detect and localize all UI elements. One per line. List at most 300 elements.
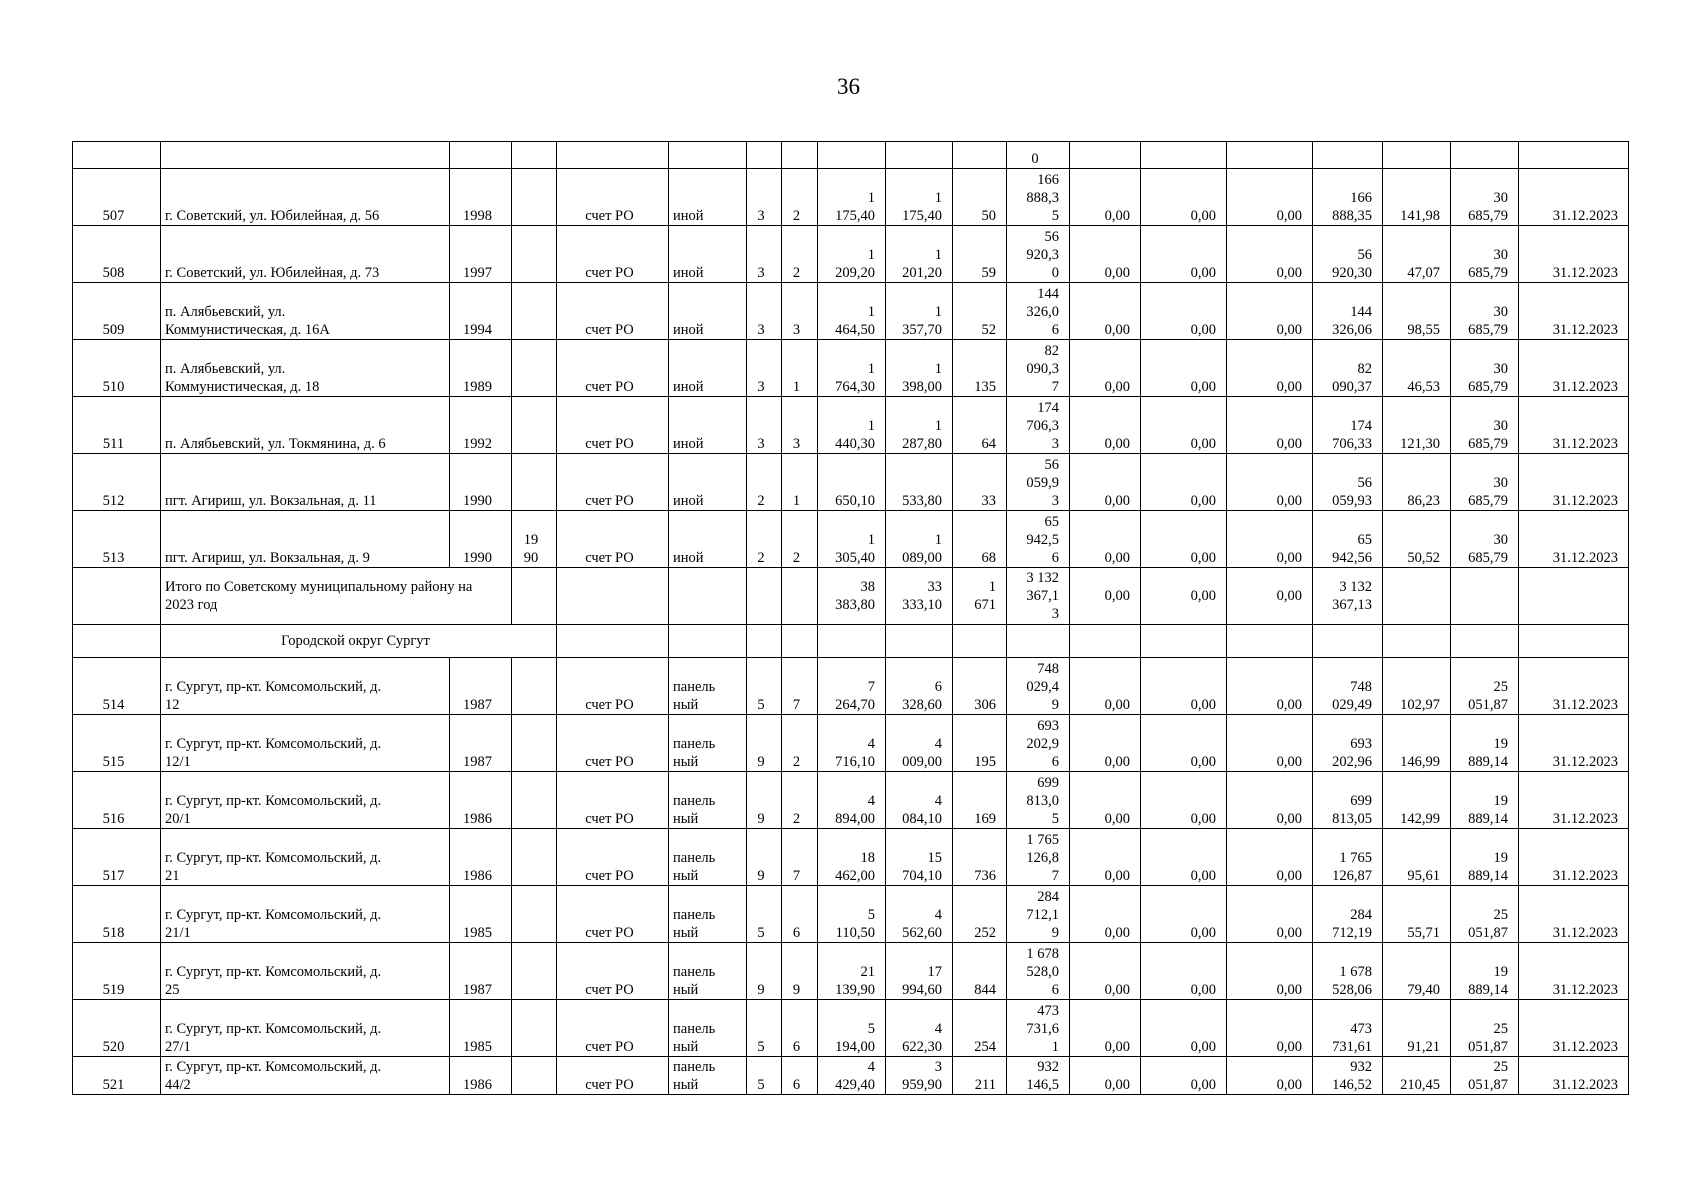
cell-zero-3: 0,00: [1227, 829, 1313, 886]
cell-year: 1987: [450, 715, 512, 772]
cell-zero-2: 0,00: [1141, 283, 1227, 340]
cell-area-total: 21 139,90: [818, 943, 886, 1000]
cell-zero-2: 0,00: [1141, 1057, 1227, 1095]
cell-zero-1: 0,00: [1070, 772, 1141, 829]
cell-unit-cost: 47,07: [1383, 226, 1451, 283]
cell-limit: 19 889,14: [1451, 772, 1519, 829]
cell-unit-cost: 102,97: [1383, 658, 1451, 715]
cell-zero-3: 0,00: [1227, 943, 1313, 1000]
cell-area-living: 4 622,30: [886, 1000, 953, 1057]
table-row: [73, 886, 1629, 943]
cell-empty: [818, 625, 886, 658]
cell-sum: 65 942,5 6: [1007, 511, 1070, 568]
cell-extra: [512, 658, 557, 715]
cell-number: 509: [73, 283, 161, 340]
cell-residents: 33: [953, 454, 1007, 511]
cell-area-living: 4 084,10: [886, 772, 953, 829]
cell-sum: 0: [1007, 142, 1070, 169]
cell-address: пгт. Агириш, ул. Вокзальная, д. 9: [161, 511, 450, 568]
cell-year: 1986: [450, 829, 512, 886]
table-row: [73, 283, 1629, 340]
cell-account: счет РО: [557, 943, 669, 1000]
cell-number: 514: [73, 658, 161, 715]
cell-area-living: 17 994,60: [886, 943, 953, 1000]
cell-unit-cost: 95,61: [1383, 829, 1451, 886]
cell-address: г. Сургут, пр-кт. Комсомольский, д. 12/1: [161, 715, 450, 772]
total-sum: 3 132 367,1 3: [1007, 568, 1070, 625]
cell-empty: [886, 625, 953, 658]
cell-total-cost: 693 202,96: [1313, 715, 1383, 772]
cell-year: 1998: [450, 169, 512, 226]
cell-floors: 2: [747, 454, 782, 511]
cell-residents: 169: [953, 772, 1007, 829]
cell-account: счет РО: [557, 511, 669, 568]
cell-area-living: 3 959,90: [886, 1057, 953, 1095]
cell-material: иной: [669, 340, 747, 397]
cell-year: 1990: [450, 511, 512, 568]
cell-account: счет РО: [557, 1000, 669, 1057]
cell-area-living: 1 287,80: [886, 397, 953, 454]
cell-zero-1: 0,00: [1070, 829, 1141, 886]
cell-empty: [747, 568, 782, 625]
cell-year: 1986: [450, 772, 512, 829]
cell-area-living: 533,80: [886, 454, 953, 511]
cell-floors: 9: [747, 772, 782, 829]
cell-empty: [512, 568, 557, 625]
cell-sum: 932 146,5: [1007, 1057, 1070, 1095]
cell-material: иной: [669, 226, 747, 283]
cell-zero-3: 0,00: [1227, 169, 1313, 226]
cell-limit: 30 685,79: [1451, 340, 1519, 397]
cell-zero-3: 0,00: [1227, 511, 1313, 568]
cell-residents: 306: [953, 658, 1007, 715]
cell-floors: 5: [747, 886, 782, 943]
cell-entrances: 2: [782, 715, 818, 772]
cell-account: счет РО: [557, 658, 669, 715]
cell-zero-3: 0,00: [1227, 283, 1313, 340]
cell-residents: 254: [953, 1000, 1007, 1057]
cell-total-cost: 144 326,06: [1313, 283, 1383, 340]
cell-empty: [1383, 568, 1451, 625]
cell-empty: [1519, 625, 1629, 658]
cell-account: счет РО: [557, 1057, 669, 1095]
cell-total-cost: 473 731,61: [1313, 1000, 1383, 1057]
cell-entrances: 2: [782, 169, 818, 226]
cell-extra: [512, 340, 557, 397]
cell-empty: [1313, 625, 1383, 658]
cell-limit: 25 051,87: [1451, 1000, 1519, 1057]
cell-date: 31.12.2023: [1519, 397, 1629, 454]
cell-zero-3: 0,00: [1227, 454, 1313, 511]
cell-zero-2: 0,00: [1141, 511, 1227, 568]
cell-extra: [512, 943, 557, 1000]
cell-area-total: 4 894,00: [818, 772, 886, 829]
cell-unit-cost: 210,45: [1383, 1057, 1451, 1095]
total-zero-2: 0,00: [1141, 568, 1227, 625]
cell-number: 520: [73, 1000, 161, 1057]
cell-area-total: 4 429,40: [818, 1057, 886, 1095]
cell-area-total: 7 264,70: [818, 658, 886, 715]
cell-zero-1: 0,00: [1070, 1000, 1141, 1057]
cell-total-cost: 932 146,52: [1313, 1057, 1383, 1095]
cell-residents: 64: [953, 397, 1007, 454]
cell-extra: [512, 886, 557, 943]
cell-zero-3: 0,00: [1227, 340, 1313, 397]
cell-zero-1: 0,00: [1070, 283, 1141, 340]
cell-area-total: 1 305,40: [818, 511, 886, 568]
cell-zero-1: 0,00: [1070, 658, 1141, 715]
cell-address: г. Сургут, пр-кт. Комсомольский, д. 20/1: [161, 772, 450, 829]
cell-total-cost: 166 888,35: [1313, 169, 1383, 226]
cell-zero-1: 0,00: [1070, 397, 1141, 454]
cell-extra: [512, 772, 557, 829]
cell-address: г. Сургут, пр-кт. Комсомольский, д. 21: [161, 829, 450, 886]
cell-zero-1: 0,00: [1070, 943, 1141, 1000]
cell-sum: 748 029,4 9: [1007, 658, 1070, 715]
cell-extra: [512, 397, 557, 454]
cell-address: п. Алябьевский, ул. Коммунистическая, д. 18: [161, 340, 450, 397]
cell-empty: [557, 625, 669, 658]
cell-floors: 3: [747, 169, 782, 226]
cell-area-total: 650,10: [818, 454, 886, 511]
cell-unit-cost: 98,55: [1383, 283, 1451, 340]
cell-area-living: 1 175,40: [886, 169, 953, 226]
cell-material: панель ный: [669, 658, 747, 715]
total-residents: 1 671: [953, 568, 1007, 625]
table-row: [73, 829, 1629, 886]
cell-zero-2: 0,00: [1141, 658, 1227, 715]
cell-area-total: 1 175,40: [818, 169, 886, 226]
cell-entrances: 6: [782, 886, 818, 943]
cell-zero-3: 0,00: [1227, 772, 1313, 829]
cell-year: 1985: [450, 1000, 512, 1057]
cell-total-cost: 82 090,37: [1313, 340, 1383, 397]
cell-floors: 3: [747, 226, 782, 283]
cell-limit: 25 051,87: [1451, 1057, 1519, 1095]
cell-entrances: 2: [782, 226, 818, 283]
cell-unit-cost: 86,23: [1383, 454, 1451, 511]
cell-sum: 284 712,1 9: [1007, 886, 1070, 943]
cell-zero-2: 0,00: [1141, 226, 1227, 283]
cell-empty: [73, 625, 161, 658]
cell-limit: 30 685,79: [1451, 397, 1519, 454]
cell-empty: [1227, 625, 1313, 658]
cell-date: 31.12.2023: [1519, 943, 1629, 1000]
cell-account: счет РО: [557, 454, 669, 511]
cell-date: 31.12.2023: [1519, 283, 1629, 340]
page-number: 36: [837, 74, 860, 99]
cell-floors: 5: [747, 658, 782, 715]
cell-residents: 135: [953, 340, 1007, 397]
cell-zero-2: 0,00: [1141, 1000, 1227, 1057]
cell-entrances: 2: [782, 772, 818, 829]
cell-address: г. Сургут, пр-кт. Комсомольский, д. 12: [161, 658, 450, 715]
cell-empty: [669, 625, 747, 658]
cell-residents: 252: [953, 886, 1007, 943]
cell-total-cost: 748 029,49: [1313, 658, 1383, 715]
cell-number: 515: [73, 715, 161, 772]
total-label: Итого по Советскому муниципальному району на 2023 год: [161, 568, 512, 625]
cell-year: 1994: [450, 283, 512, 340]
cell-residents: 195: [953, 715, 1007, 772]
cell-entrances: 6: [782, 1057, 818, 1095]
cell-zero-1: 0,00: [1070, 340, 1141, 397]
cell-residents: 844: [953, 943, 1007, 1000]
cell-residents: 59: [953, 226, 1007, 283]
cell-area-living: 4 562,60: [886, 886, 953, 943]
cell-area-total: 5 110,50: [818, 886, 886, 943]
cell-sum: 174 706,3 3: [1007, 397, 1070, 454]
cell-unit-cost: 121,30: [1383, 397, 1451, 454]
cell-year: 1992: [450, 397, 512, 454]
table-row: [73, 658, 1629, 715]
cell-empty: [953, 625, 1007, 658]
cell-zero-1: 0,00: [1070, 715, 1141, 772]
cell-zero-2: 0,00: [1141, 943, 1227, 1000]
cell-extra: [512, 283, 557, 340]
cell-sum: 56 059,9 3: [1007, 454, 1070, 511]
cell-area-total: 1 764,30: [818, 340, 886, 397]
table-row: [73, 511, 1629, 568]
cell-entrances: 3: [782, 397, 818, 454]
cell-empty: [1070, 625, 1141, 658]
cell-extra: [512, 715, 557, 772]
cell-material: панель ный: [669, 829, 747, 886]
cell-limit: 19 889,14: [1451, 715, 1519, 772]
cell-date: 31.12.2023: [1519, 454, 1629, 511]
cell-account: счет РО: [557, 397, 669, 454]
cell-area-total: 1 209,20: [818, 226, 886, 283]
cell-number: 521: [73, 1057, 161, 1095]
cell-sum: 473 731,6 1: [1007, 1000, 1070, 1057]
cell-address: г. Сургут, пр-кт. Комсомольский, д. 27/1: [161, 1000, 450, 1057]
cell-sum: 693 202,9 6: [1007, 715, 1070, 772]
cell-sum: 144 326,0 6: [1007, 283, 1070, 340]
cell-zero-3: 0,00: [1227, 886, 1313, 943]
cell-total-cost: 699 813,05: [1313, 772, 1383, 829]
cell-extra: [512, 454, 557, 511]
cell-sum: 56 920,3 0: [1007, 226, 1070, 283]
cell-sum: 1 765 126,8 7: [1007, 829, 1070, 886]
cell-number: 508: [73, 226, 161, 283]
cell-address: п. Алябьевский, ул. Коммунистическая, д. 16А: [161, 283, 450, 340]
cell-total-cost: 1 678 528,06: [1313, 943, 1383, 1000]
cell-extra: [512, 829, 557, 886]
table-row: [73, 454, 1629, 511]
cell-floors: 3: [747, 283, 782, 340]
cell-limit: 25 051,87: [1451, 658, 1519, 715]
cell-empty: [1451, 625, 1519, 658]
total-cost: 3 132 367,13: [1313, 568, 1383, 625]
cell-zero-2: 0,00: [1141, 340, 1227, 397]
cell-zero-1: 0,00: [1070, 511, 1141, 568]
cell-material: панель ный: [669, 943, 747, 1000]
cell-entrances: 7: [782, 829, 818, 886]
cell-account: счет РО: [557, 283, 669, 340]
cell-account: счет РО: [557, 829, 669, 886]
cell-total-cost: 174 706,33: [1313, 397, 1383, 454]
cell-zero-2: 0,00: [1141, 715, 1227, 772]
cell-year: 1986: [450, 1057, 512, 1095]
cell-number: 507: [73, 169, 161, 226]
cell-number: 519: [73, 943, 161, 1000]
cell-account: счет РО: [557, 715, 669, 772]
cell-unit-cost: 91,21: [1383, 1000, 1451, 1057]
table-row: [73, 1057, 1629, 1095]
cell-material: иной: [669, 511, 747, 568]
cell-area-total: 1 440,30: [818, 397, 886, 454]
section-row: [73, 625, 1629, 658]
cell-floors: 9: [747, 829, 782, 886]
cell-area-total: 4 716,10: [818, 715, 886, 772]
cell-material: иной: [669, 283, 747, 340]
cell-area-living: 4 009,00: [886, 715, 953, 772]
table-row: [73, 1000, 1629, 1057]
cell-zero-1: 0,00: [1070, 169, 1141, 226]
cell-floors: 5: [747, 1000, 782, 1057]
cell-zero-2: 0,00: [1141, 829, 1227, 886]
cell-limit: 30 685,79: [1451, 169, 1519, 226]
cell-empty: [1451, 568, 1519, 625]
cell-date: 31.12.2023: [1519, 511, 1629, 568]
cell-entrances: 2: [782, 511, 818, 568]
total-zero-3: 0,00: [1227, 568, 1313, 625]
cell-area-total: 5 194,00: [818, 1000, 886, 1057]
cell-material: панель ный: [669, 1057, 747, 1095]
cell-limit: 19 889,14: [1451, 943, 1519, 1000]
cell-zero-1: 0,00: [1070, 886, 1141, 943]
cell-number: 511: [73, 397, 161, 454]
cell-date: 31.12.2023: [1519, 169, 1629, 226]
table-row: [73, 943, 1629, 1000]
cell-date: 31.12.2023: [1519, 715, 1629, 772]
cell-empty: [747, 625, 782, 658]
cell-zero-3: 0,00: [1227, 226, 1313, 283]
cell-zero-2: 0,00: [1141, 454, 1227, 511]
cell-number: 517: [73, 829, 161, 886]
cell-address: г. Советский, ул. Юбилейная, д. 56: [161, 169, 450, 226]
cell-zero-2: 0,00: [1141, 772, 1227, 829]
cell-total-cost: 56 920,30: [1313, 226, 1383, 283]
cell-total-cost: 284 712,19: [1313, 886, 1383, 943]
register-table: [72, 141, 1629, 1095]
cell-residents: 50: [953, 169, 1007, 226]
cell-floors: 9: [747, 943, 782, 1000]
cell-area-living: 1 398,00: [886, 340, 953, 397]
cell-account: счет РО: [557, 226, 669, 283]
cell-empty: [1519, 568, 1629, 625]
cell-limit: 30 685,79: [1451, 454, 1519, 511]
cell-material: панель ный: [669, 715, 747, 772]
cell-year: 1989: [450, 340, 512, 397]
cell-extra: [512, 169, 557, 226]
total-zero-1: 0,00: [1070, 568, 1141, 625]
cell-number: 518: [73, 886, 161, 943]
cell-date: 31.12.2023: [1519, 340, 1629, 397]
cell-account: счет РО: [557, 772, 669, 829]
cell-empty: [782, 568, 818, 625]
cell-empty: [557, 568, 669, 625]
cell-zero-1: 0,00: [1070, 226, 1141, 283]
total-area-living: 33 333,10: [886, 568, 953, 625]
cell-sum: 699 813,0 5: [1007, 772, 1070, 829]
cell-limit: 30 685,79: [1451, 283, 1519, 340]
cell-year: 1987: [450, 943, 512, 1000]
cell-zero-1: 0,00: [1070, 1057, 1141, 1095]
cell-zero-3: 0,00: [1227, 1000, 1313, 1057]
table-row: [73, 169, 1629, 226]
total-area-total: 38 383,80: [818, 568, 886, 625]
cell-zero-3: 0,00: [1227, 397, 1313, 454]
cell-limit: 30 685,79: [1451, 511, 1519, 568]
cell-residents: 736: [953, 829, 1007, 886]
cell-empty: [73, 568, 161, 625]
cell-zero-2: 0,00: [1141, 397, 1227, 454]
cell-area-total: 1 464,50: [818, 283, 886, 340]
cell-area-living: 1 357,70: [886, 283, 953, 340]
cell-date: 31.12.2023: [1519, 886, 1629, 943]
table-row: [73, 397, 1629, 454]
cell-entrances: 9: [782, 943, 818, 1000]
cell-number: 510: [73, 340, 161, 397]
cell-unit-cost: 46,53: [1383, 340, 1451, 397]
cell-material: иной: [669, 454, 747, 511]
cell-residents: 52: [953, 283, 1007, 340]
table-row: [73, 772, 1629, 829]
cell-empty: [1141, 625, 1227, 658]
cell-year: 1987: [450, 658, 512, 715]
cell-extra: [512, 1000, 557, 1057]
cell-material: панель ный: [669, 886, 747, 943]
cell-area-living: 1 089,00: [886, 511, 953, 568]
cell-limit: 19 889,14: [1451, 829, 1519, 886]
cell-address: пгт. Агириш, ул. Вокзальная, д. 11: [161, 454, 450, 511]
cell-date: 31.12.2023: [1519, 658, 1629, 715]
cell-extra: [512, 1057, 557, 1095]
cell-entrances: 6: [782, 1000, 818, 1057]
table-row: [73, 340, 1629, 397]
cell-date: 31.12.2023: [1519, 772, 1629, 829]
cell-area-living: 15 704,10: [886, 829, 953, 886]
cell-area-living: 1 201,20: [886, 226, 953, 283]
cell-unit-cost: 55,71: [1383, 886, 1451, 943]
cell-year: 1997: [450, 226, 512, 283]
cell-unit-cost: 50,52: [1383, 511, 1451, 568]
cell-address: г. Сургут, пр-кт. Комсомольский, д. 25: [161, 943, 450, 1000]
cell-unit-cost: 79,40: [1383, 943, 1451, 1000]
cell-entrances: 1: [782, 454, 818, 511]
cell-year: 1985: [450, 886, 512, 943]
cell-unit-cost: 146,99: [1383, 715, 1451, 772]
cell-material: иной: [669, 397, 747, 454]
cell-floors: 5: [747, 1057, 782, 1095]
cell-area-living: 6 328,60: [886, 658, 953, 715]
cell-entrances: 1: [782, 340, 818, 397]
cell-residents: 68: [953, 511, 1007, 568]
table-row: [73, 715, 1629, 772]
cell-date: 31.12.2023: [1519, 1057, 1629, 1095]
cell-extra: 19 90: [512, 511, 557, 568]
total-row: [73, 568, 1629, 625]
cell-zero-2: 0,00: [1141, 886, 1227, 943]
cell-account: счет РО: [557, 340, 669, 397]
cell-entrances: 7: [782, 658, 818, 715]
cell-floors: 9: [747, 715, 782, 772]
cell-entrances: 3: [782, 283, 818, 340]
cell-total-cost: 56 059,93: [1313, 454, 1383, 511]
cell-residents: 211: [953, 1057, 1007, 1095]
cell-date: 31.12.2023: [1519, 226, 1629, 283]
